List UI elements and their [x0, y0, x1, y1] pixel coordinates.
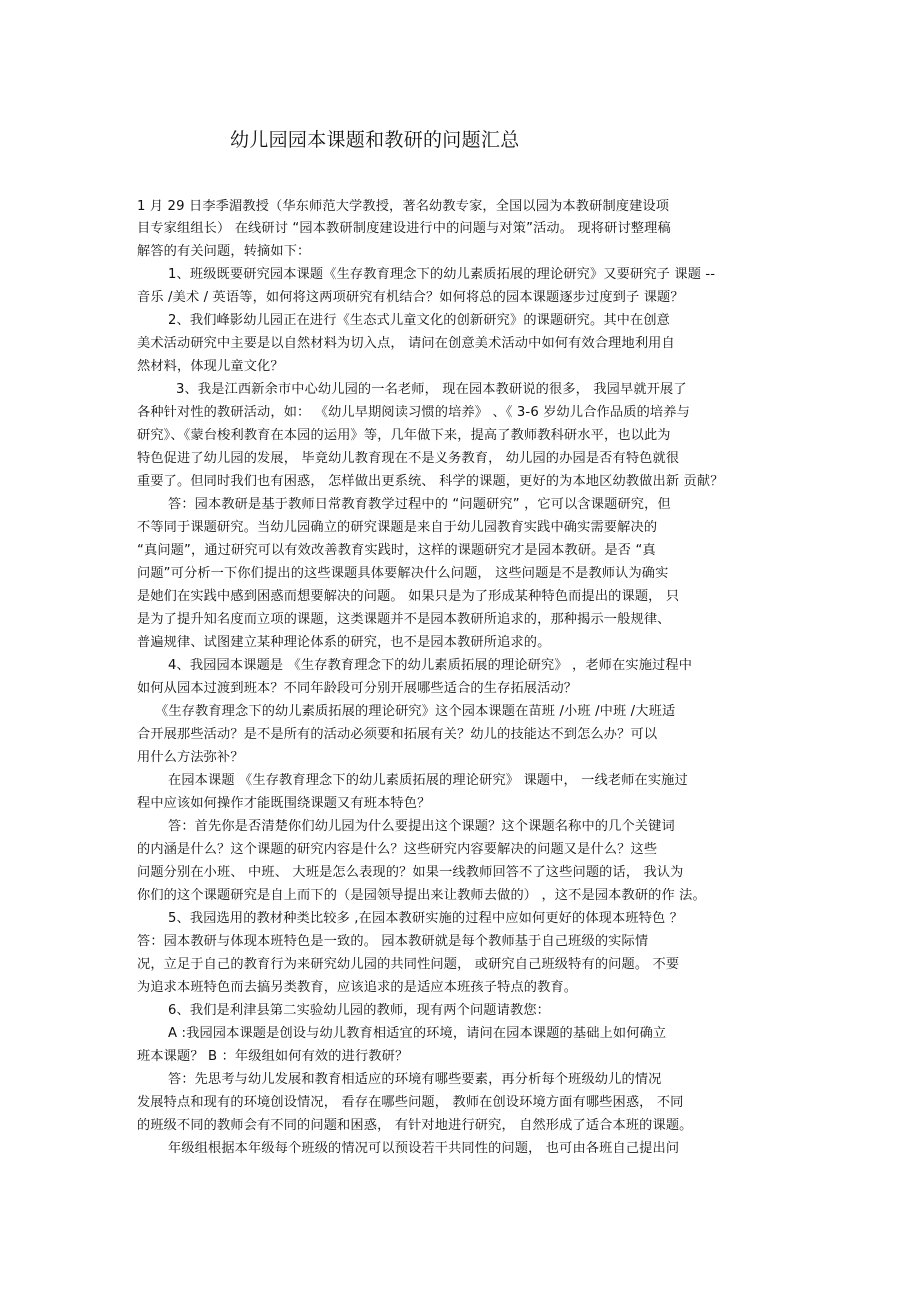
paragraph-line: 答：园本教研是基于教师日常教育教学过程中的 “问题研究” ，它可以含课题研究，但: [168, 497, 671, 512]
paragraph-line: 是她们在实践中感到困惑而想要解决的问题。 如果只是为了形成某种特色而提出的课题， 只: [137, 589, 680, 604]
paragraph-line: 答：首先你是否清楚你们幼儿园为什么要提出这个课题？这个课题名称中的几个关键词: [168, 819, 675, 834]
paragraph-line: 特色促进了幼儿园的发展， 毕竟幼儿教育现在不是义务教育， 幼儿园的办园是否有特色就很: [137, 451, 680, 466]
paragraph-line: 5、我园选用的教材种类比较多 ,在园本教研实施的过程中应如何更好的体现本班特色 ？: [168, 911, 684, 926]
paragraph-line: 在园本课题 《生存教育理念下的幼儿素质拓展的理论研究》 课题中， 一线老师在实施过: [168, 773, 688, 788]
paragraph-line: 的班级不同的教师会有不同的问题和困惑， 有针对地进行研究， 自然形成了适合本班的课题。: [137, 1118, 693, 1133]
document-title: 幼儿园园本课题和教研的问题汇总: [230, 129, 520, 151]
paragraph-line: 程中应该如何操作才能既围绕课题又有班本特色？: [137, 796, 431, 811]
paragraph-line: 为追求本班特色而去搞另类教育，应该追求的是适应本班孩子特点的教育。: [137, 980, 578, 995]
paragraph-line: 《生存教育理念下的幼儿素质拓展的理论研究》这个园本课题在苗班 /小班 /中班 /大班适: [155, 704, 676, 719]
paragraph-line: 1 月 29 日李季湄教授（华东师范大学教授，著名幼教专家，全国以园为本教研制度建设项: [137, 199, 670, 214]
paragraph-line: 美术活动研究中主要是以自然材料为切入点， 请问在创意美术活动中如何有效合理地利用自: [137, 336, 675, 351]
paragraph-line: 6、我们是利津县第二实验幼儿园的教师，现有两个问题请教您：: [168, 1003, 550, 1018]
paragraph-line: “真问题”，通过研究可以有效改善教育实践时，这样的课题研究才是园本教研。是否 “真: [137, 543, 656, 558]
paragraph-line: 不等同于课题研究。当幼儿园确立的研究课题是来自于幼儿园教育实践中确实需要解决的: [137, 520, 658, 535]
paragraph-line: 答：先思考与幼儿发展和教育相适应的环境有哪些要素，再分析每个班级幼儿的情况: [168, 1072, 662, 1087]
paragraph-line: 然材料，体现儿童文化？: [137, 359, 284, 374]
paragraph-line: 合开展那些活动？是不是所有的活动必须要和拓展有关？幼儿的技能达不到怎么办？可以: [137, 727, 658, 742]
paragraph-line: 3、我是江西新余市中心幼儿园的一名老师， 现在园本教研说的很多， 我园早就开展了: [176, 382, 687, 397]
paragraph-line: 年级组根据本年级每个班级的情况可以预设若干共同性的问题， 也可由各班自己提出问: [168, 1141, 680, 1156]
paragraph-line: A :我园园本课题是创设与幼儿教育相适宜的环境，请问在园本课题的基础上如何确立: [168, 1026, 667, 1041]
paragraph-line: 发展特点和现有的环境创设情况， 看存在哪些问题， 教师在创设环境方面有哪些困惑， 不同: [137, 1095, 684, 1110]
paragraph-line: 解答的有关问题，转摘如下：: [137, 244, 311, 259]
paragraph-line: 况，立足于自己的教育行为来研究幼儿园的共同性问题， 或研究自己班级特有的问题。 不要: [137, 957, 680, 972]
paragraph-line: 问题”可分析一下你们提出的这些课题具体要解决什么问题， 这些问题是不是教师认为确实: [137, 566, 669, 581]
paragraph-line: 各种针对性的教研活动，如： 《幼儿早期阅读习惯的培养》 、《 3-6 岁幼儿合作品质的培养与: [137, 405, 690, 420]
paragraph-line: 1、班级既要研究园本课题《生存教育理念下的幼儿素质拓展的理论研究》又要研究子 课题 --: [168, 267, 716, 282]
paragraph-line: 答：园本教研与体现本班特色是一致的。 园本教研就是每个教师基于自己班级的实际情: [137, 934, 649, 949]
paragraph-line: 目专家组组长） 在线研讨 “园本教研制度建设进行中的问题与对策”活动。 现将研讨整理稿: [137, 221, 671, 236]
paragraph-line: 如何从园本过渡到班本？不同年龄段可分别开展哪些适合的生存拓展活动？: [137, 681, 578, 696]
paragraph-line: 用什么方法弥补？: [137, 750, 244, 765]
paragraph-line: 班本课题？ B ：年级组如何有效的进行教研？: [137, 1049, 409, 1064]
paragraph-line: 普遍规律、试图建立某种理论体系的研究，也不是园本教研所追求的。: [137, 635, 551, 650]
paragraph-line: 重要了。但同时我们也有困惑， 怎样做出更系统、 科学的课题，更好的为本地区幼教做出新 贡献？: [137, 474, 724, 489]
paragraph-line: 2、我们峰影幼儿园正在进行《生态式儿童文化的创新研究》的课题研究。其中在创意: [168, 313, 671, 328]
paragraph-line: 你们的这个课题研究是自上而下的（是园领导提出来让教师去做的） ，这不是园本教研的作 法。: [137, 888, 706, 903]
paragraph-line: 音乐 /美术 / 英语等，如何将这两项研究有机结合？如何将总的园本课题逐步过度到子 课题？: [137, 290, 684, 305]
paragraph-line: 研究》、《蒙台梭利教育在本园的运用》等，几年做下来，提高了教师教科研水平，也以此为: [137, 428, 671, 443]
paragraph-line: 是为了提升知名度而立项的课题，这类课题并不是园本教研所追求的，那种揭示一般规律、: [137, 612, 671, 627]
paragraph-line: 的内涵是什么？这个课题的研究内容是什么？这些研究内容要解决的问题又是什么？这些: [137, 842, 658, 857]
paragraph-line: 问题分别在小班、 中班、 大班是怎么表现的？如果一线教师回答不了这些问题的话， 我认为: [137, 865, 684, 880]
paragraph-line: 4、我园园本课题是 《生存教育理念下的幼儿素质拓展的理论研究》 ，老师在实施过程中: [168, 658, 693, 673]
